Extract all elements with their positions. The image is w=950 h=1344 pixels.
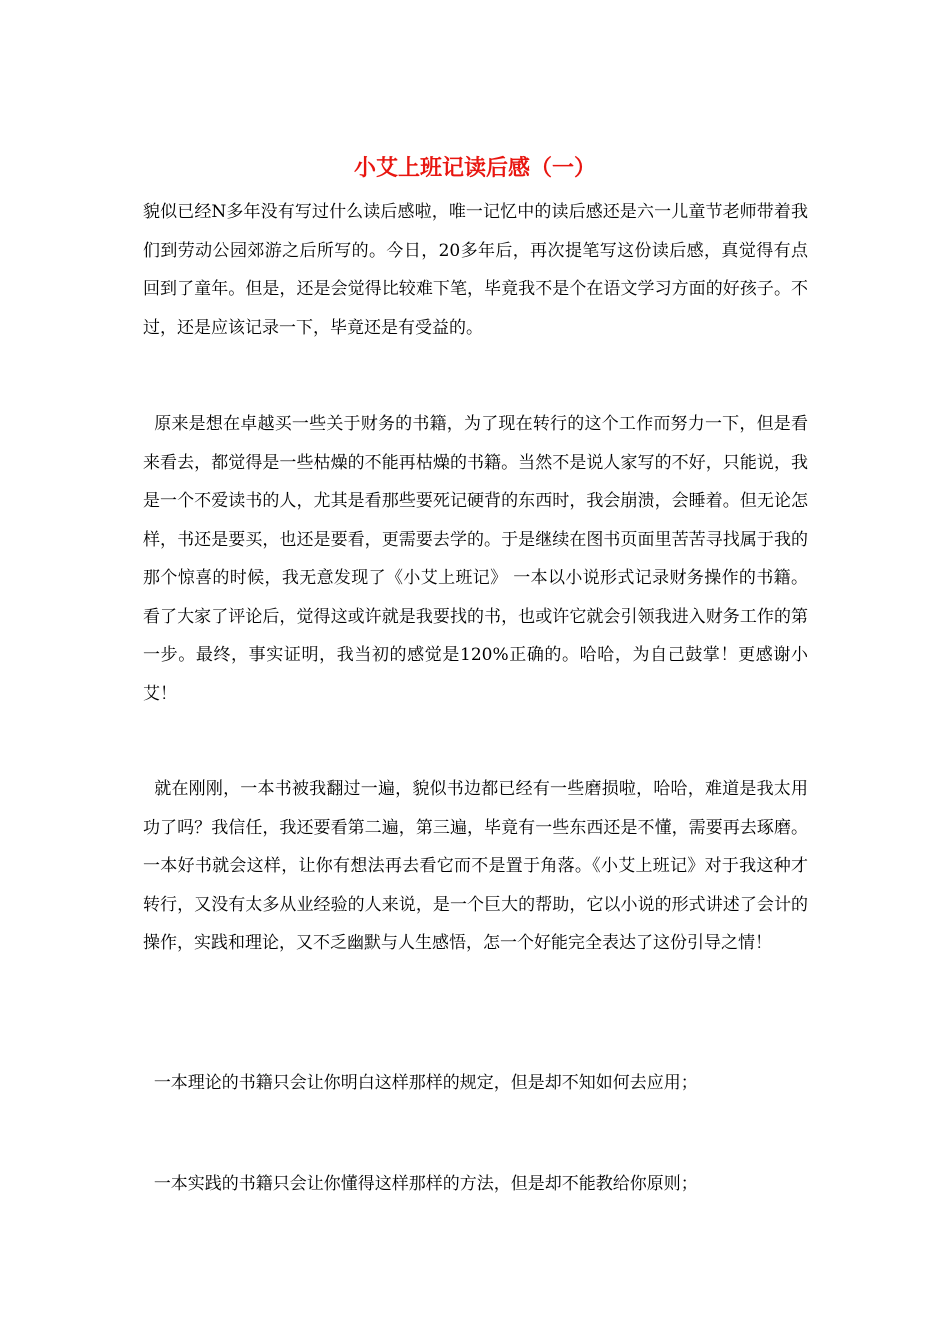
paragraph-5: 一本实践的书籍只会让你懂得这样那样的方法，但是却不能教给你原则；: [143, 1174, 698, 1194]
paragraph-4: 一本理论的书籍只会让你明白这样那样的规定，但是却不知如何去应用；: [143, 1073, 698, 1093]
paragraph-3: 就在刚刚，一本书被我翻过一遍，貌似书边都已经有一些磨损啦，哈哈，难道是我太用功了吗？我信任，我还要看第二遍，第三遍，毕竟有一些东西还是不懂，需要再去琢磨。一本好书就会这样，让你有想法再去看它而不是置于角落。《小艾上班记》对于我这种才转行，又没有太多从业经验的人来说，是一个巨大的帮助，它以小说的形式讲述了会计的操作，实践和理论，又不乏幽默与人生感悟，怎一个好能完全表达了这份引导之情！: [143, 779, 809, 953]
paragraph-1: 貌似已经N多年没有写过什么读后感啦，唯一记忆中的读后感还是六一儿童节老师带着我们到劳动公园郊游之后所写的。今日，20多年后，再次提笔写这份读后感，真觉得有点回到了童年。但是，还是会觉得比较难下笔，毕竟我不是个在语文学习方面的好孩子。不过，还是应该记录一下，毕竟还是有受益的。: [143, 202, 808, 338]
paragraph-2: 原来是想在卓越买一些关于财务的书籍，为了现在转行的这个工作而努力一下，但是看来看去，都觉得是一些枯燥的不能再枯燥的书籍。当然不是说人家写的不好，只能说，我是一个不爱读书的人，尤其是看那些要死记硬背的东西时，我会崩溃，会睡着。但无论怎样，书还是要买，也还是要看，更需要去学的。于是继续在图书页面里苦苦寻找属于我的那个惊喜的时候，我无意发现了《小艾上班记》 一本以小说形式记录财务操作的书籍。看了大家了评论后，觉得这或许就是我要找的书，也或许它就会引领我进入财务工作的第一步。最终，事实证明，我当初的感觉是120%正确的。哈哈，为自己鼓掌！更感谢小艾！: [143, 414, 809, 704]
document-title: 小艾上班记读后感（一）: [353, 155, 596, 181]
